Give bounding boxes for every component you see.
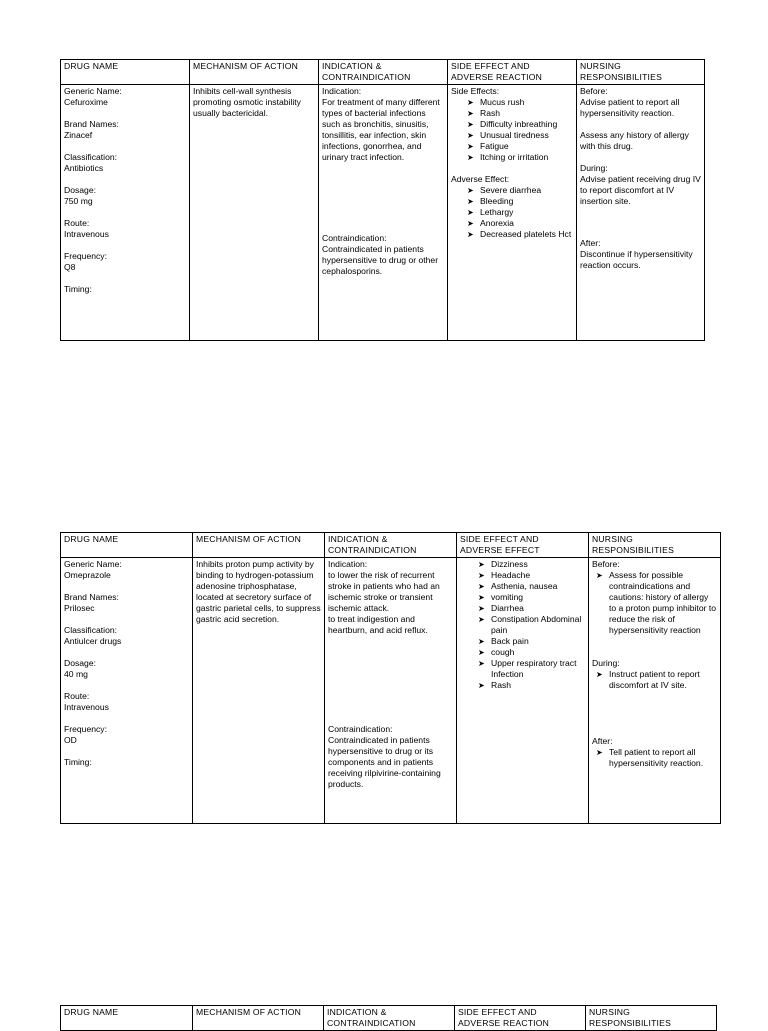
- list-item: ➤ cough: [478, 647, 585, 658]
- timing-label: Timing:: [64, 284, 92, 294]
- header-indication: INDICATION & CONTRAINDICATION: [324, 1006, 455, 1031]
- list-item: ➤ Decreased platelets Hct: [467, 229, 573, 240]
- classification-label: Classification:: [64, 625, 118, 635]
- drug-table-omeprazole: [60, 532, 721, 824]
- nursing-cell: [577, 85, 705, 341]
- generic-label: Generic Name:: [64, 86, 122, 96]
- before-text: Assess any history of allergy with this drug.: [580, 130, 689, 151]
- classification: Antiulcer drugs: [64, 636, 122, 646]
- frequency: OD: [64, 735, 77, 745]
- indication-text-2: to treat indigestion and heartburn, and acid reflux.: [328, 614, 428, 635]
- side-effects-label: Side Effects:: [451, 86, 500, 96]
- route: Intravenous: [64, 702, 109, 712]
- adverse-effect-label: Adverse Effect:: [451, 174, 510, 184]
- drug-name-cell: [61, 558, 193, 824]
- brand-name: Zinacef: [64, 130, 93, 140]
- mechanism-text: Inhibits proton pump activity by binding to hydrogen-potassium adenosine triphosphatase, located at secretory surface of gastric parietal cells, to suppress gastric acid secretion.: [196, 559, 321, 624]
- generic-label: Generic Name:: [64, 559, 122, 569]
- after-text: Discontinue if hypersensitivity reaction occurs.: [580, 249, 693, 270]
- side-effect-cell: [448, 85, 577, 341]
- contraindication-text: Contraindicated in patients hypersensitive to drug or its components and in patients receiving rilpivirine-containing products.: [328, 735, 441, 789]
- route-label: Route:: [64, 218, 90, 228]
- list-item: ➤ Instruct patient to report discomfort at IV site.: [596, 669, 717, 691]
- header-mechanism: MECHANISM OF ACTION: [190, 60, 319, 85]
- list-item: ➤ Itching or irritation: [467, 152, 573, 163]
- list-item: ➤ Bleeding: [467, 196, 573, 207]
- list-item: ➤ Unusual tiredness: [467, 130, 573, 141]
- classification: Antibiotics: [64, 163, 104, 173]
- during-label: During:: [580, 163, 608, 173]
- header-nursing: NURSING RESPONSIBILITIES: [577, 60, 705, 85]
- timing-label: Timing:: [64, 757, 92, 767]
- dosage-label: Dosage:: [64, 658, 97, 668]
- before-list: [592, 570, 717, 636]
- brand-name: Prilosec: [64, 603, 95, 613]
- header-mechanism: MECHANISM OF ACTION: [193, 533, 325, 558]
- classification-label: Classification:: [64, 152, 118, 162]
- indication-text: to lower the risk of recurrent stroke in patients who had an ischemic stroke or transient ischemic attack.: [328, 570, 440, 613]
- route-label: Route:: [64, 691, 90, 701]
- header-indication: INDICATION & CONTRAINDICATION: [319, 60, 448, 85]
- indication-cell: [325, 558, 457, 824]
- list-item: ➤ Fatigue: [467, 141, 573, 152]
- before-label: Before:: [592, 559, 620, 569]
- header-indication: INDICATION & CONTRAINDICATION: [325, 533, 457, 558]
- generic-name: Cefuroxime: [64, 97, 108, 107]
- header-nursing: NURSING RESPONSIBILITIES: [589, 533, 721, 558]
- list-item: ➤ Asthenia, nausea: [478, 581, 585, 592]
- header-nursing: NURSING RESPONSIBILITIES: [586, 1006, 717, 1031]
- indication-label: Indication:: [328, 559, 368, 569]
- header-side-effect: SIDE EFFECT AND ADVERSE REACTION: [455, 1006, 586, 1031]
- list-item: ➤ Mucus rush: [467, 97, 573, 108]
- frequency-label: Frequency:: [64, 251, 107, 261]
- during-label: During:: [592, 658, 620, 668]
- nursing-cell: [589, 558, 721, 824]
- header-drug-name: DRUG NAME: [61, 533, 193, 558]
- dosage: 750 mg: [64, 196, 93, 206]
- contraindication-label: Contraindication:: [328, 724, 393, 734]
- route: Intravenous: [64, 229, 109, 239]
- list-item: ➤ Constipation Abdominal pain: [478, 614, 585, 636]
- list-item: ➤ Headache: [478, 570, 585, 581]
- list-item: ➤ Anorexia: [467, 218, 573, 229]
- brand-label: Brand Names:: [64, 119, 119, 129]
- list-item: ➤ Tell patient to report all hypersensitivity reaction.: [596, 747, 717, 769]
- adverse-effects-list: [451, 185, 573, 240]
- drug-table-cefuroxime: [60, 59, 705, 341]
- during-text: Advise patient receiving drug IV to report discomfort at IV insertion site.: [580, 174, 701, 206]
- header-drug-name: DRUG NAME: [61, 60, 190, 85]
- before-text: Advise patient to report all hypersensitivity reaction.: [580, 97, 680, 118]
- indication-label: Indication:: [322, 86, 362, 96]
- during-list: [592, 669, 717, 691]
- frequency-label: Frequency:: [64, 724, 107, 734]
- side-effects-list: [451, 97, 573, 163]
- indication-text: For treatment of many different types of bacterial infections such as bronchitis, sinusitis, tonsillitis, ear infection, skin infections, gonorrhea, and urinary tract infection.: [322, 97, 440, 162]
- brand-label: Brand Names:: [64, 592, 119, 602]
- list-item: ➤ Rash: [478, 680, 585, 691]
- mechanism-cell: [190, 85, 319, 341]
- list-item: ➤ Lethargy: [467, 207, 573, 218]
- contraindication-text: Contraindicated in patients hypersensitive to drug or other cephalosporins.: [322, 244, 439, 276]
- before-label: Before:: [580, 86, 608, 96]
- list-item: ➤ vomiting: [478, 592, 585, 603]
- drug-table-partial: [60, 1005, 717, 1031]
- generic-name: Omeprazole: [64, 570, 111, 580]
- list-item: ➤ Rash: [467, 108, 573, 119]
- dosage-label: Dosage:: [64, 185, 97, 195]
- header-mechanism: MECHANISM OF ACTION: [193, 1006, 324, 1031]
- list-item: ➤ Back pain: [478, 636, 585, 647]
- side-effects-list: [460, 559, 585, 691]
- indication-cell: [319, 85, 448, 341]
- contraindication-label: Contraindication:: [322, 233, 387, 243]
- after-list: [592, 747, 717, 769]
- list-item: ➤ Upper respiratory tract Infection: [478, 658, 585, 680]
- after-label: After:: [580, 238, 601, 248]
- mechanism-text: Inhibits cell-wall synthesis promoting osmotic instability usually bactericidal.: [193, 86, 301, 118]
- dosage: 40 mg: [64, 669, 88, 679]
- list-item: ➤ Dizziness: [478, 559, 585, 570]
- mechanism-cell: [193, 558, 325, 824]
- list-item: ➤ Diarrhea: [478, 603, 585, 614]
- list-item: ➤ Severe diarrhea: [467, 185, 573, 196]
- side-effect-cell: [457, 558, 589, 824]
- header-side-effect: SIDE EFFECT AND ADVERSE REACTION: [448, 60, 577, 85]
- after-label: After:: [592, 736, 613, 746]
- list-item: ➤ Difficulty inbreathing: [467, 119, 573, 130]
- drug-name-cell: [61, 85, 190, 341]
- frequency: Q8: [64, 262, 76, 272]
- list-item: ➤ Assess for possible contraindications and cautions: history of allergy to a proton pump inhibitor to reduce the risk of hypersensitivity reaction: [596, 570, 717, 636]
- header-drug-name: DRUG NAME: [61, 1006, 193, 1031]
- header-side-effect: SIDE EFFECT AND ADVERSE EFFECT: [457, 533, 589, 558]
